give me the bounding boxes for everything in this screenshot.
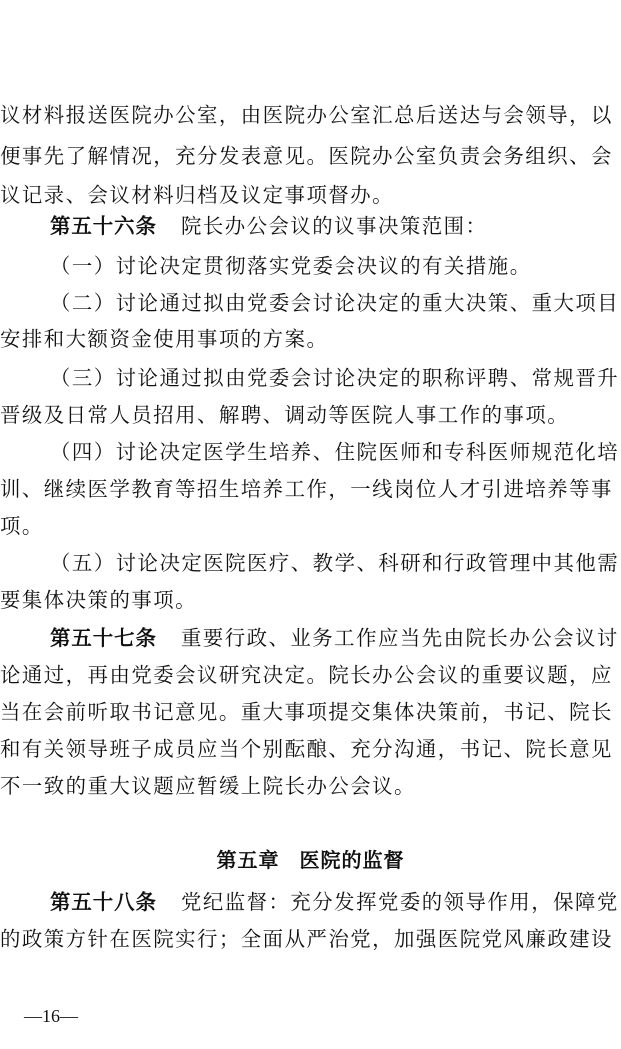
text-line: 和有关领导班子成员应当个别酝酿、充分沟通，书记、院长意见 (0, 737, 613, 761)
article-58 (50, 887, 621, 917)
article-57-title: 第五十七条 (50, 626, 157, 650)
article-56 (50, 211, 621, 241)
text-line: 晋级及日常人员招用、解聘、调动等医院人事工作的事项。 (0, 403, 570, 427)
list-item: （四）讨论决定医学生培养、住院医师和专科医师规范化培 (50, 440, 620, 464)
list-item: （三）讨论通过拟由党委会讨论决定的职称评聘、常规晋升 (50, 366, 620, 390)
article-58-text: 党纪监督：充分发挥党委的领导作用，保障党 (180, 890, 619, 914)
text-line: 安排和大额资金使用事项的方案。 (0, 327, 329, 351)
chapter-number: 第五章 (216, 848, 280, 872)
text-line: 议记录、会议材料归档及议定事项督办。 (0, 183, 395, 207)
chapter-heading (0, 845, 621, 875)
list-item: （一）讨论决定贯彻落实党委会决议的有关措施。 (50, 254, 532, 278)
text-line: 当在会前听取书记意见。重大事项提交集体决策前，书记、院长 (0, 700, 613, 724)
text-line: 论通过，再由党委会议研究决定。院长办公会议的重要议题，应 (0, 663, 613, 687)
list-item: （五）讨论决定医院医疗、教学、科研和行政管理中其他需 (50, 551, 620, 575)
text-line: 便事先了解情况，充分发表意见。医院办公室负责会务组织、会 (0, 144, 613, 168)
chapter-title: 医院的监督 (299, 848, 405, 872)
article-56-text: 院长办公会议的议事决策范围： (180, 214, 488, 238)
article-58-title: 第五十八条 (50, 890, 157, 914)
text-line: 的政策方针在医院实行；全面从严治党，加强医院党风廉政建设 (0, 927, 613, 951)
text-line: 要集体决策的事项。 (0, 588, 198, 612)
text-line: 项。 (0, 514, 44, 538)
list-item: （二）讨论通过拟由党委会讨论决定的重大决策、重大项目 (50, 291, 620, 315)
article-56-title: 第五十六条 (50, 214, 157, 238)
article-57 (50, 623, 621, 653)
page-number: —16— (24, 1006, 78, 1026)
article-57-text: 重要行政、业务工作应当先由院长办公会议讨 (180, 626, 619, 650)
text-line: 不一致的重大议题应暂缓上院长办公会议。 (0, 774, 416, 798)
text-line: 训、继续医学教育等招生培养工作，一线岗位人才引进培养等事 (0, 477, 613, 501)
text-line: 议材料报送医院办公室，由医院办公室汇总后送达与会领导，以 (0, 103, 613, 127)
